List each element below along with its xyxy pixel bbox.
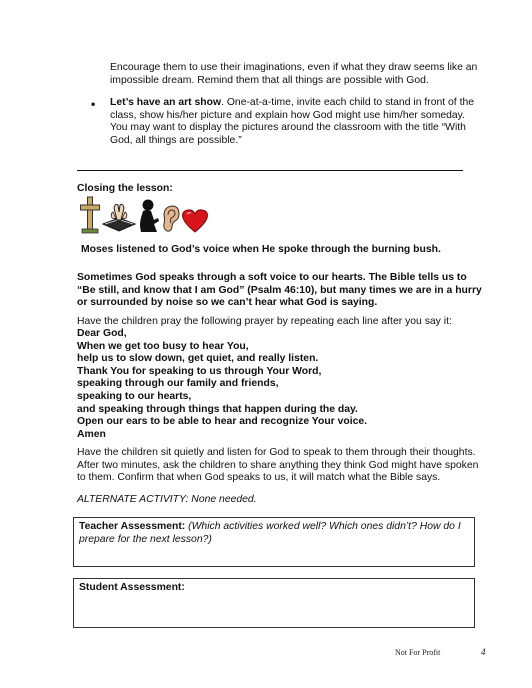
prayer-instructions: Have the children pray the following prayer by repeating each line after you say it:	[77, 316, 452, 327]
teacher-assessment-prompt: (Which activities worked well? Which ones didn’t? How do I prepare for the next lesson?)	[79, 521, 461, 545]
praying-hands-bible-icon	[101, 200, 137, 234]
prayer-line: speaking to our hearts,	[77, 390, 192, 402]
teacher-assessment-text	[79, 521, 469, 546]
ear-icon	[161, 204, 181, 234]
prayer-line: Thank You for speaking to us through Your Word,	[77, 365, 322, 377]
cross-icon	[79, 196, 101, 234]
heart-icon	[181, 208, 209, 234]
prayer-line: Amen	[77, 428, 106, 440]
prayer-line: Open our ears to be able to hear and recognize Your voice.	[77, 416, 368, 428]
closing-icons	[79, 196, 209, 234]
alternate-activity: ALTERNATE ACTIVITY: None needed.	[77, 494, 257, 505]
prayer-line: speaking through our family and friends,	[77, 378, 279, 390]
student-assessment-box[interactable]	[73, 578, 475, 628]
moses-line: Moses listened to God’s voice when He spoke through the burning bush.	[81, 244, 441, 255]
bullet-marker: •	[91, 97, 96, 111]
section-divider	[77, 170, 463, 171]
prayer-line: When we get too busy to hear You,	[77, 340, 249, 352]
prayer-line: and speaking through things that happen during the day.	[77, 403, 358, 415]
prayer-block	[77, 328, 487, 441]
art-show-paragraph	[110, 97, 482, 147]
kneeling-child-icon	[137, 198, 161, 234]
student-assessment-label: Student Assessment:	[79, 582, 185, 593]
intro-paragraph: Encourage them to use their imaginations, even if what they draw seems like an impossible dream. Remind them that all things are possible with God.	[110, 62, 478, 86]
page-number: 4	[481, 647, 486, 657]
art-show-text: . One-at-a-time, invite each child to stand in front of the class, show his/her picture and explain how God might use him/her someday. You may want to display the pictures around the classroom with the title “With God, all things are possible.”	[110, 97, 475, 146]
prayer-line: Dear God,	[77, 328, 127, 339]
listen-paragraph: Have the children sit quietly and listen for God to speak to them through their thoughts. After two minutes, ask the children to share anything they think God might have spoken to them. Confirm that when God speaks to us, it will match what the Bible says.	[77, 447, 479, 484]
prayer-line: help us to slow down, get quiet, and really listen.	[77, 353, 319, 365]
closing-heading: Closing the lesson:	[77, 183, 173, 194]
god-speaks-paragraph: Sometimes God speaks through a soft voice to our hearts. The Bible tells us to “Be still, and know that I am God” (Psalm 46:10), but many times we are in a hurry or surrounded by noise so we can’t hear what God is saying.	[77, 272, 482, 309]
art-show-heading: Let’s have an art show	[110, 97, 222, 108]
teacher-assessment-label: Teacher Assessment:	[79, 521, 186, 532]
teacher-assessment-box[interactable]	[73, 517, 475, 567]
footer-text: Not For Profit	[395, 648, 441, 657]
